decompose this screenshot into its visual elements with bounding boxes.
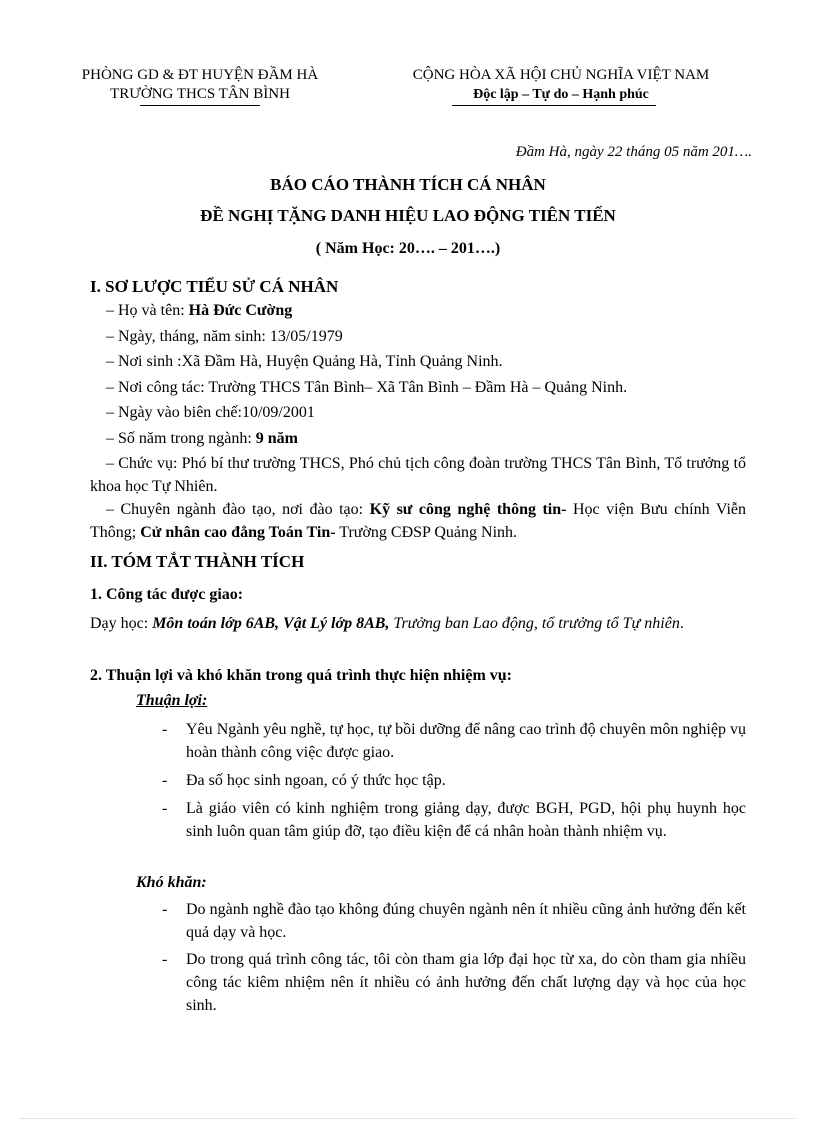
full-name-value: Hà Đức Cường bbox=[188, 302, 293, 319]
office-name: PHÒNG GD & ĐT HUYỆN ĐẦM HÀ bbox=[81, 67, 319, 83]
advantage-text: Yêu Ngành yêu nghề, tự học, tự bồi dưỡng để nâng cao trình độ chuyên môn nghiệp vụ hoàn thành công việc được giao. bbox=[186, 721, 746, 761]
years-in-service-row bbox=[106, 427, 298, 450]
difficulty-item bbox=[162, 898, 746, 944]
section-1-heading: I. SƠ LƯỢC TIỂU SỬ CÁ NHÂN bbox=[90, 277, 339, 296]
workplace: – Nơi công tác: Trường THCS Tân Bình– Xã Tân Bình – Đầm Hà – Quảng Ninh. bbox=[106, 379, 628, 396]
school-year: ( Năm Học: 20…. – 201….) bbox=[315, 240, 501, 257]
full-name-label: – Họ và tên: bbox=[106, 302, 189, 319]
task-subjects: Môn toán lớp 6AB, Vật Lý lớp 8AB, bbox=[152, 615, 390, 632]
task-prefix: Dạy học: bbox=[90, 615, 153, 632]
full-name-row bbox=[106, 299, 292, 322]
date-of-birth: – Ngày, tháng, năm sinh: 13/05/1979 bbox=[106, 328, 343, 345]
country-name: CỘNG HÒA XÃ HỘI CHỦ NGHĨA VIỆT NAM bbox=[412, 67, 710, 83]
major-degree-1: Kỹ sư công nghệ thông tin- bbox=[369, 501, 567, 518]
difficulty-text: Do ngành nghề đào tạo không đúng chuyên ngành nên ít nhiều cũng ảnh hưởng đến kết quả dạy và học. bbox=[186, 901, 746, 941]
page-bottom-border bbox=[20, 1118, 796, 1119]
bullet-dash: - bbox=[162, 951, 168, 968]
staff-date: – Ngày vào biên chế:10/09/2001 bbox=[106, 404, 315, 421]
bullet-dash: - bbox=[162, 721, 168, 738]
difficulty-item bbox=[162, 948, 746, 1017]
report-subtitle: ĐỀ NGHỊ TẶNG DANH HIỆU LAO ĐỘNG TIÊN TIẾN bbox=[200, 206, 616, 225]
bullet-dash: - bbox=[162, 901, 168, 918]
years-label: – Số năm trong ngành: bbox=[106, 430, 256, 447]
major-school-1: Học viện Bưu chính Viễn Thông; bbox=[90, 501, 746, 541]
issuing-office bbox=[50, 66, 350, 104]
report-title: BÁO CÁO THÀNH TÍCH CÁ NHÂN bbox=[270, 175, 546, 194]
advantage-text: Là giáo viên có kinh nghiệm trong giảng dạy, được BGH, PGD, hội phụ huynh học sinh luôn quan tâm giúp đỡ, tạo điều kiện để cá nhân hoàn thành nhiệm vụ. bbox=[186, 800, 746, 840]
years-value: 9 năm bbox=[255, 430, 298, 447]
adv-dis-heading: 2. Thuận lợi và khó khăn trong quá trình thực hiện nhiệm vụ: bbox=[90, 667, 512, 684]
national-header bbox=[372, 66, 750, 104]
date-line: Đầm Hà, ngày 22 tháng 05 năm 201…. bbox=[515, 144, 752, 160]
difficulty-text: Do trong quá trình công tác, tôi còn tham gia lớp đại học từ xa, do còn tham gia nhiều công tác kiêm nhiệm nên ít nhiều có ảnh hưởng đến chất lượng dạy và học của học sinh. bbox=[186, 951, 746, 1014]
major-degree-2: Cử nhân cao đẳng Toán Tin- bbox=[140, 524, 336, 541]
advantage-item bbox=[162, 769, 746, 792]
birthplace: – Nơi sinh :Xã Đầm Hà, Huyện Quảng Hà, Tỉnh Quảng Ninh. bbox=[106, 353, 503, 370]
school-name: TRƯỜNG THCS TÂN BÌNH bbox=[110, 86, 290, 102]
bullet-dash: - bbox=[162, 800, 168, 817]
assigned-work-heading: 1. Công tác được giao: bbox=[90, 586, 244, 603]
national-motto: Độc lập – Tự do – Hạnh phúc bbox=[473, 87, 649, 102]
advantages-heading: Thuận lợi: bbox=[136, 692, 208, 709]
position: – Chức vụ: Phó bí thư trường THCS, Phó chủ tịch công đoàn trường THCS Tân Bình, Tổ trưởng tổ khoa học Tự Nhiên. bbox=[90, 455, 746, 495]
bullet-dash: - bbox=[162, 772, 168, 789]
advantage-item bbox=[162, 718, 746, 764]
difficulties-heading: Khó khăn: bbox=[136, 874, 207, 891]
assigned-work bbox=[90, 612, 746, 635]
task-end: . bbox=[679, 615, 684, 632]
motto-underline bbox=[452, 105, 656, 106]
training-major bbox=[90, 498, 746, 544]
advantage-item bbox=[162, 797, 746, 843]
major-prefix: – Chuyên ngành đào tạo, nơi đào tạo: bbox=[106, 501, 370, 518]
advantage-text: Đa số học sinh ngoan, có ý thức học tập. bbox=[186, 772, 446, 789]
section-2-heading: II. TÓM TẮT THÀNH TÍCH bbox=[90, 552, 305, 571]
major-school-2: Trường CĐSP Quảng Ninh. bbox=[335, 524, 518, 541]
task-roles: Trưởng ban Lao động, tổ trưởng tổ Tự nhiên bbox=[389, 615, 680, 632]
school-underline bbox=[140, 105, 260, 106]
